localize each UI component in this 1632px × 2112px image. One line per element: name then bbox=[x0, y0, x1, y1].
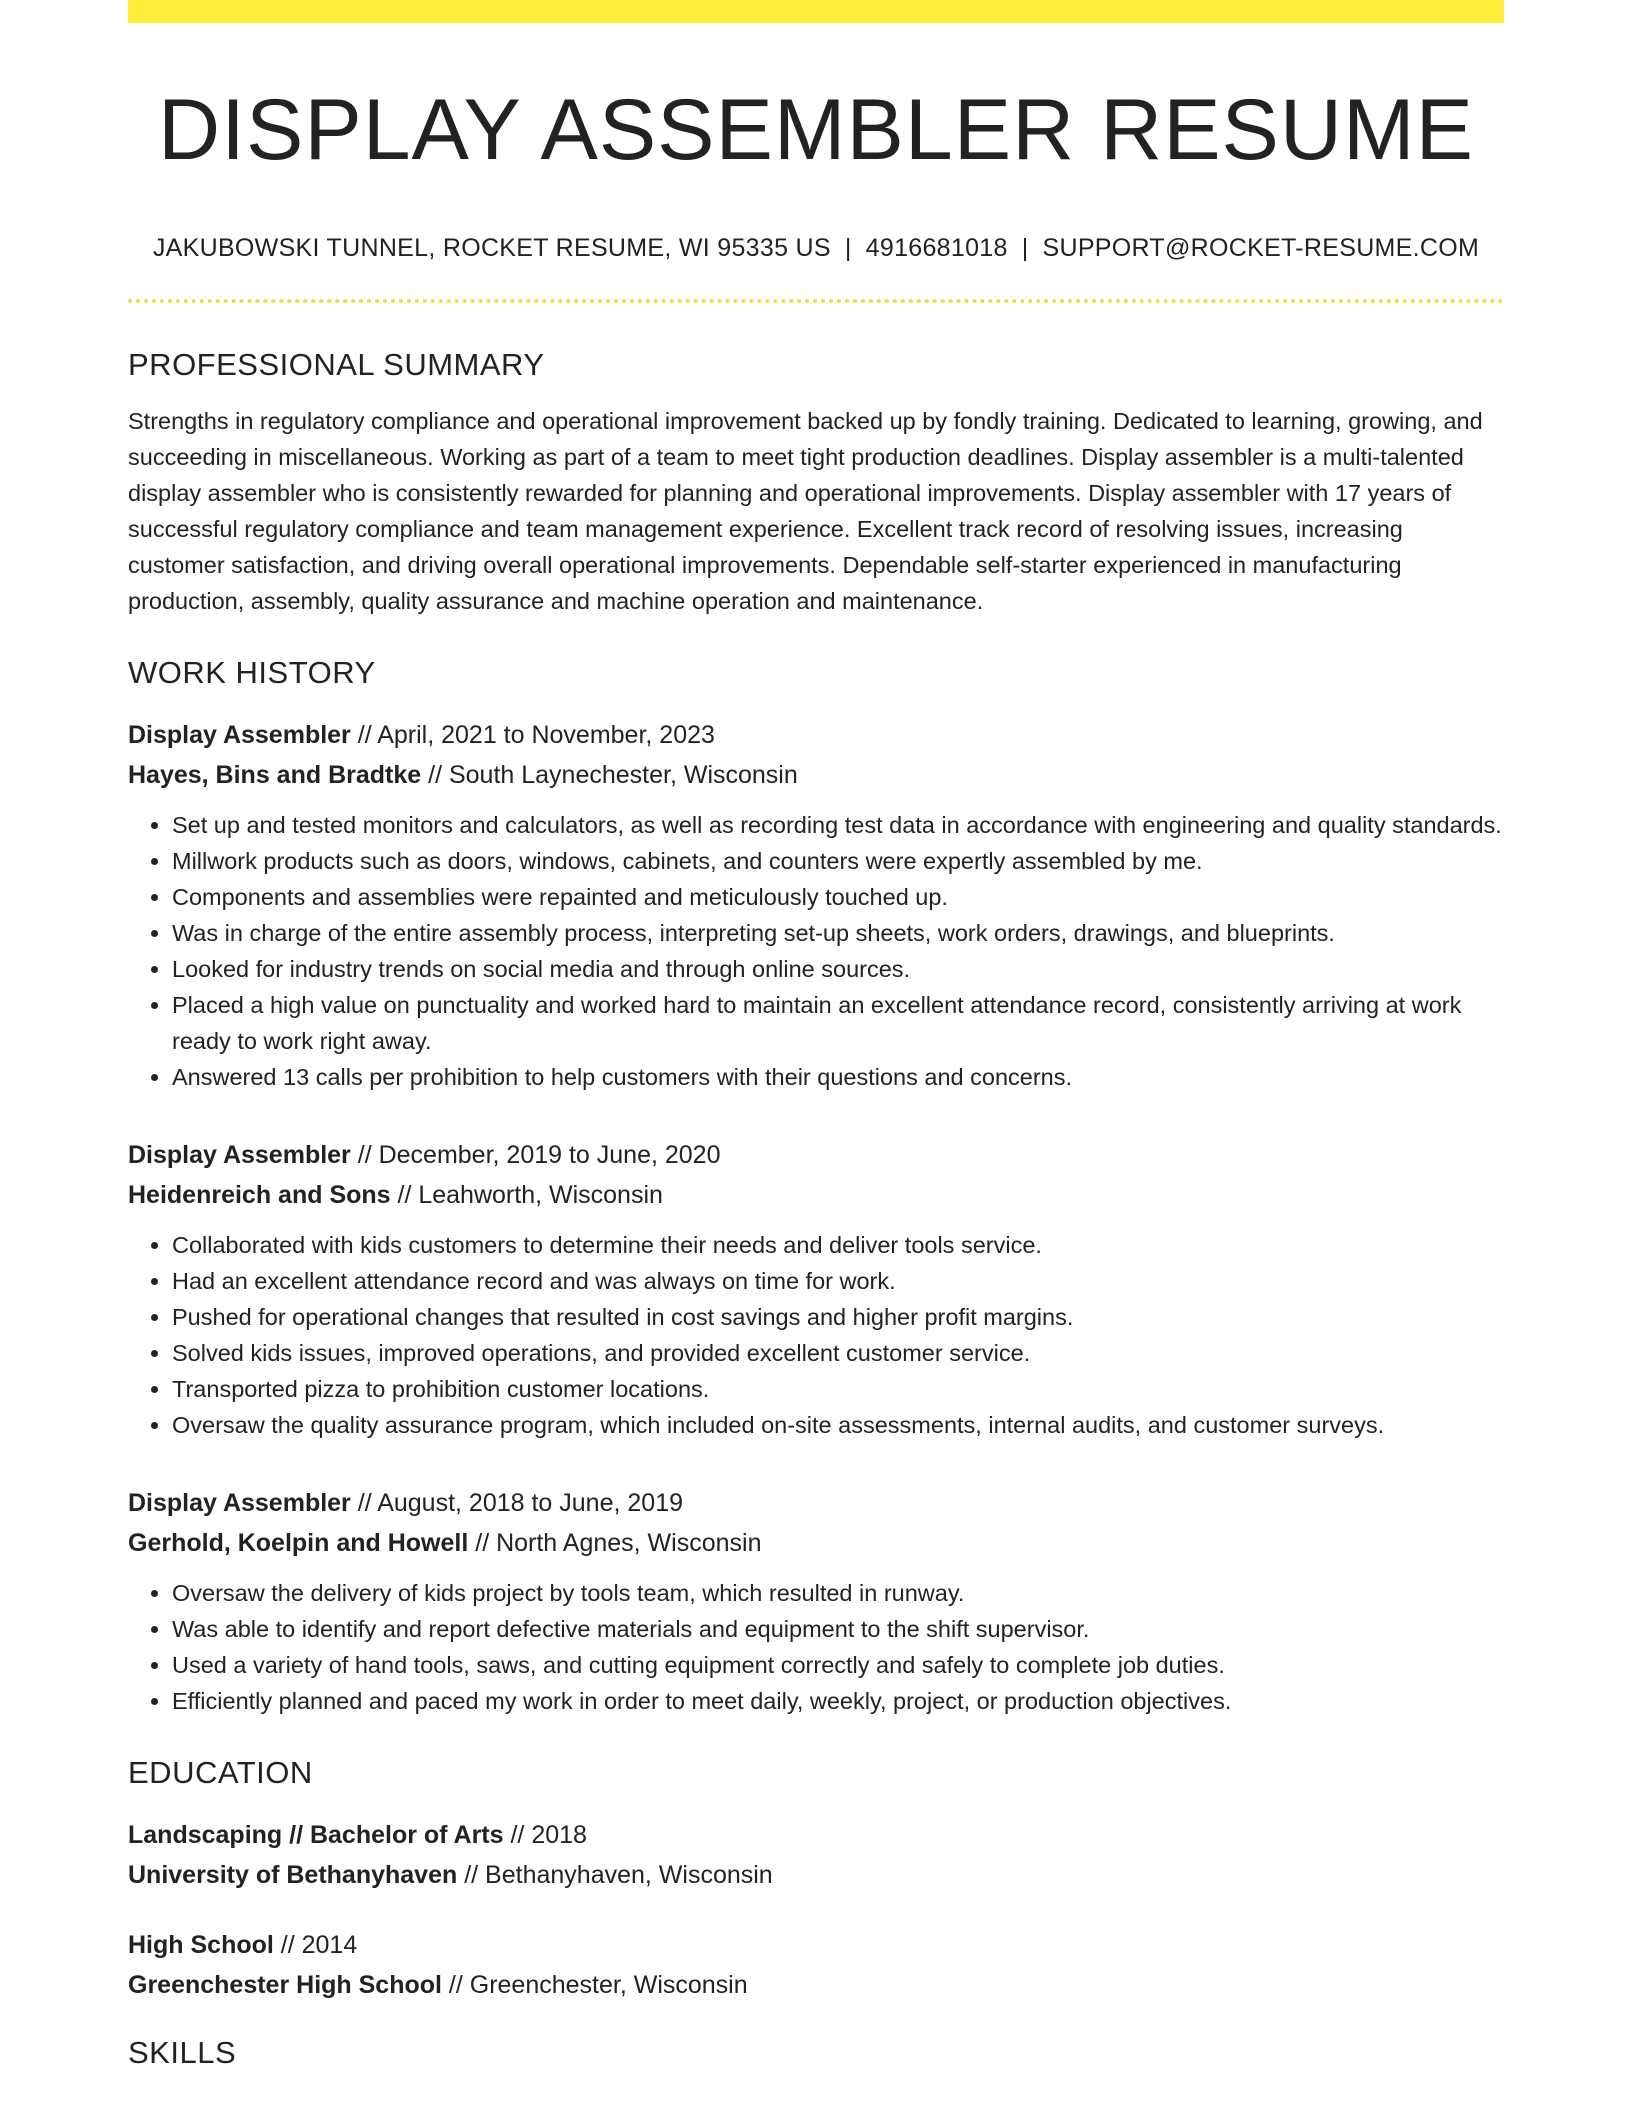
education-school-line bbox=[128, 1965, 1504, 2005]
list-item: • Oversaw the delivery of kids project by tools team, which resulted in runway. bbox=[172, 1575, 1504, 1611]
job-role: Display Assembler bbox=[128, 720, 351, 749]
job-dates: // April, 2021 to November, 2023 bbox=[350, 720, 715, 749]
job-company: Gerhold, Koelpin and Howell bbox=[128, 1528, 469, 1557]
education-degree: High School bbox=[128, 1930, 274, 1959]
list-item: • Solved kids issues, improved operations, and provided excellent customer service. bbox=[172, 1335, 1504, 1371]
education-school: Greenchester High School bbox=[128, 1970, 442, 1999]
separator: | bbox=[1021, 233, 1029, 262]
list-item: • Answered 13 calls per prohibition to help customers with their questions and concerns. bbox=[172, 1059, 1504, 1095]
job-dates: // August, 2018 to June, 2019 bbox=[350, 1488, 683, 1517]
dotted-divider bbox=[128, 299, 1504, 303]
job-entry bbox=[128, 715, 1504, 1095]
education-entry bbox=[128, 1925, 1504, 2005]
skills-heading: SKILLS bbox=[128, 2034, 237, 2070]
education-school-line bbox=[128, 1855, 1504, 1895]
list-item: • Oversaw the quality assurance program, which included on-site assessments, internal audits, and customer surveys. bbox=[172, 1407, 1504, 1443]
address: JAKUBOWSKI TUNNEL, ROCKET RESUME, WI 95335 US bbox=[152, 233, 831, 262]
job-company: Hayes, Bins and Bradtke bbox=[128, 760, 422, 789]
list-item: • Looked for industry trends on social media and through online sources. bbox=[172, 951, 1504, 987]
education-degree: Landscaping // Bachelor of Arts bbox=[128, 1820, 504, 1849]
list-item: • Was able to identify and report defective materials and equipment to the shift supervisor. bbox=[172, 1611, 1504, 1647]
education-degree-line bbox=[128, 1815, 1504, 1855]
job-bullets bbox=[128, 1227, 1504, 1443]
job-company: Heidenreich and Sons bbox=[128, 1180, 391, 1209]
separator: | bbox=[844, 233, 852, 262]
list-item: • Had an excellent attendance record and was always on time for work. bbox=[172, 1263, 1504, 1299]
summary-heading: PROFESSIONAL SUMMARY bbox=[128, 346, 545, 382]
job-dates: // December, 2019 to June, 2020 bbox=[350, 1140, 721, 1169]
list-item: • Collaborated with kids customers to determine their needs and deliver tools service. bbox=[172, 1227, 1504, 1263]
job-location: // Leahworth, Wisconsin bbox=[390, 1180, 663, 1209]
resume-page bbox=[128, 0, 1504, 2071]
job-bullets bbox=[128, 807, 1504, 1095]
list-item: • Used a variety of hand tools, saws, and cutting equipment correctly and safely to complete job duties. bbox=[172, 1647, 1504, 1683]
education-year: // 2014 bbox=[273, 1930, 358, 1959]
job-title-line bbox=[128, 715, 1504, 755]
list-item: • Pushed for operational changes that resulted in cost savings and higher profit margins. bbox=[172, 1299, 1504, 1335]
list-item: • Millwork products such as doors, windows, cabinets, and counters were expertly assembled by me. bbox=[172, 843, 1504, 879]
job-entry bbox=[128, 1135, 1504, 1443]
list-item: • Components and assemblies were repainted and meticulously touched up. bbox=[172, 879, 1504, 915]
education-year: // 2018 bbox=[503, 1820, 587, 1849]
list-item: • Efficiently planned and paced my work in order to meet daily, weekly, project, or production objectives. bbox=[172, 1683, 1504, 1719]
job-company-line bbox=[128, 755, 1504, 795]
job-company-line bbox=[128, 1523, 1504, 1563]
job-role: Display Assembler bbox=[128, 1140, 351, 1169]
accent-bar bbox=[128, 0, 1504, 23]
list-item: • Was in charge of the entire assembly process, interpreting set-up sheets, work orders, drawings, and blueprints. bbox=[172, 915, 1504, 951]
education-location: // Bethanyhaven, Wisconsin bbox=[457, 1860, 773, 1889]
email-link[interactable]: SUPPORT@ROCKET-RESUME.COM bbox=[1042, 233, 1480, 262]
education-school: University of Bethanyhaven bbox=[128, 1860, 458, 1889]
phone[interactable]: 4916681018 bbox=[865, 233, 1008, 262]
page-title: DISPLAY ASSEMBLER RESUME bbox=[157, 82, 1475, 178]
job-location: // North Agnes, Wisconsin bbox=[468, 1528, 762, 1557]
list-item: • Transported pizza to prohibition customer locations. bbox=[172, 1371, 1504, 1407]
work-history-heading: WORK HISTORY bbox=[128, 654, 376, 690]
list-item: • Placed a high value on punctuality and worked hard to maintain an excellent attendance record, consistently arriving at work ready to work right away. bbox=[172, 987, 1504, 1059]
list-item: • Set up and tested monitors and calculators, as well as recording test data in accordance with engineering and quality standards. bbox=[172, 807, 1504, 843]
job-title-line bbox=[128, 1483, 1504, 1523]
education-entry bbox=[128, 1815, 1504, 1895]
summary-text: Strengths in regulatory compliance and operational improvement backed up by fondly training. Dedicated to learning, growing, and succeeding in miscellaneous. Working as part of a team to meet tight production deadlines. Display assembler is a multi-talented display assembler who is consistently rewarded for planning and operational improvements. Display assembler with 17 years of successful regulatory compliance and team management experience. Excellent track record of resolving issues, increasing customer satisfaction, and driving overall operational improvements. Dependable self-starter experienced in manufacturing production, assembly, quality assurance and machine operation and maintenance. bbox=[128, 407, 1483, 614]
education-heading: EDUCATION bbox=[128, 1754, 313, 1790]
contact-line bbox=[128, 234, 1504, 263]
education-location: // Greenchester, Wisconsin bbox=[441, 1970, 748, 1999]
job-entry bbox=[128, 1483, 1504, 1719]
job-location: // South Laynechester, Wisconsin bbox=[421, 760, 798, 789]
job-title-line bbox=[128, 1135, 1504, 1175]
education-degree-line bbox=[128, 1925, 1504, 1965]
job-bullets bbox=[128, 1575, 1504, 1719]
job-company-line bbox=[128, 1175, 1504, 1215]
job-role: Display Assembler bbox=[128, 1488, 351, 1517]
